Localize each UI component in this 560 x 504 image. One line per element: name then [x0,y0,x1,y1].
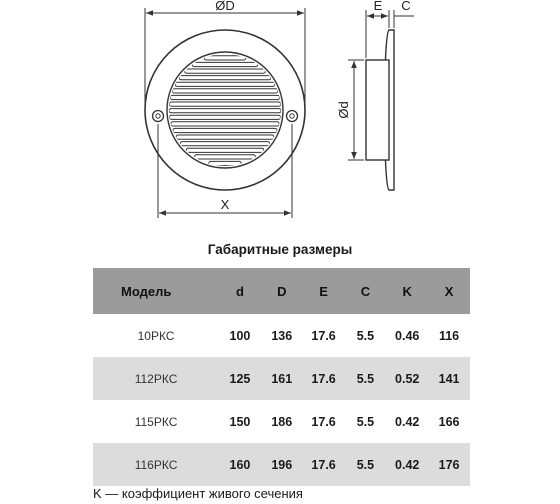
side-view [336,0,414,190]
footnote: K — коэффициент живого сечения [93,486,303,501]
grille-slat [172,89,277,93]
cell-d: 160 [219,443,261,486]
cell-D: 196 [261,443,303,486]
front-view [145,0,305,218]
cell-model: 116РКС [93,443,219,486]
cell-d: 100 [229,328,251,343]
grille-slat [180,142,269,146]
header-K: K [386,268,428,314]
grille-slat [176,135,274,139]
header-model: Модель [93,268,219,314]
cell-X: 176 [428,443,470,486]
cell-K: 0.42 [395,414,420,429]
cell-model: 112РКС [93,357,219,400]
duct-sleeve [366,60,389,160]
table-row [93,314,470,357]
depth-label: E [373,0,383,13]
mounting-hole-right [287,111,298,122]
cell-X: 116 [438,328,460,343]
grille-slat [195,155,256,159]
grille-slat [179,76,271,80]
cell-d: 125 [219,357,261,400]
cell-K: 0.52 [386,357,428,400]
cell-X: 141 [428,357,470,400]
table-title: Габаритные размеры [207,242,353,257]
grille-slat [169,102,280,106]
width-label: X [220,197,230,212]
grille-slat [185,69,266,73]
cell-D: 186 [271,414,293,429]
header-C: C [345,268,387,314]
grille-slat [204,56,246,60]
grille-slat [186,148,264,152]
table-row [93,400,470,443]
table-row [93,357,470,400]
cell-D: 161 [261,357,303,400]
cell-C: 5.5 [345,443,387,486]
cell-d: 150 [229,414,251,429]
header-E: E [303,268,345,314]
cell-C: 5.5 [345,357,387,400]
header-D: D [261,268,303,314]
cell-E: 17.6 [311,414,336,429]
grille-slat [192,62,258,66]
cell-X: 166 [438,414,460,429]
technical-drawing [0,0,560,240]
grille-slat [169,115,280,119]
cell-model: 10РКС [137,328,175,343]
collar-label: C [401,0,411,13]
dimensions-table [93,268,470,486]
grille-slat [169,109,281,113]
cell-E: 17.6 [303,443,345,486]
cell-D: 136 [271,328,293,343]
inner-diameter-label: Ød [336,101,351,119]
header-X: X [428,268,470,314]
table-row [93,443,470,486]
grille-slat [175,82,275,86]
cell-E: 17.6 [303,357,345,400]
table-header-row [93,268,470,314]
grille-slat [171,122,279,126]
mounting-hole-left [153,111,164,122]
cell-E: 17.6 [311,328,336,343]
cell-model: 115РКС [134,414,178,429]
diameter-label: ØD [215,0,235,13]
grille-slat [173,128,277,132]
cell-K: 0.46 [395,328,420,343]
header-d: d [219,268,261,314]
cell-C: 5.5 [356,414,375,429]
cell-C: 5.5 [356,328,375,343]
cell-K: 0.42 [386,443,428,486]
grille-slat [170,95,279,99]
